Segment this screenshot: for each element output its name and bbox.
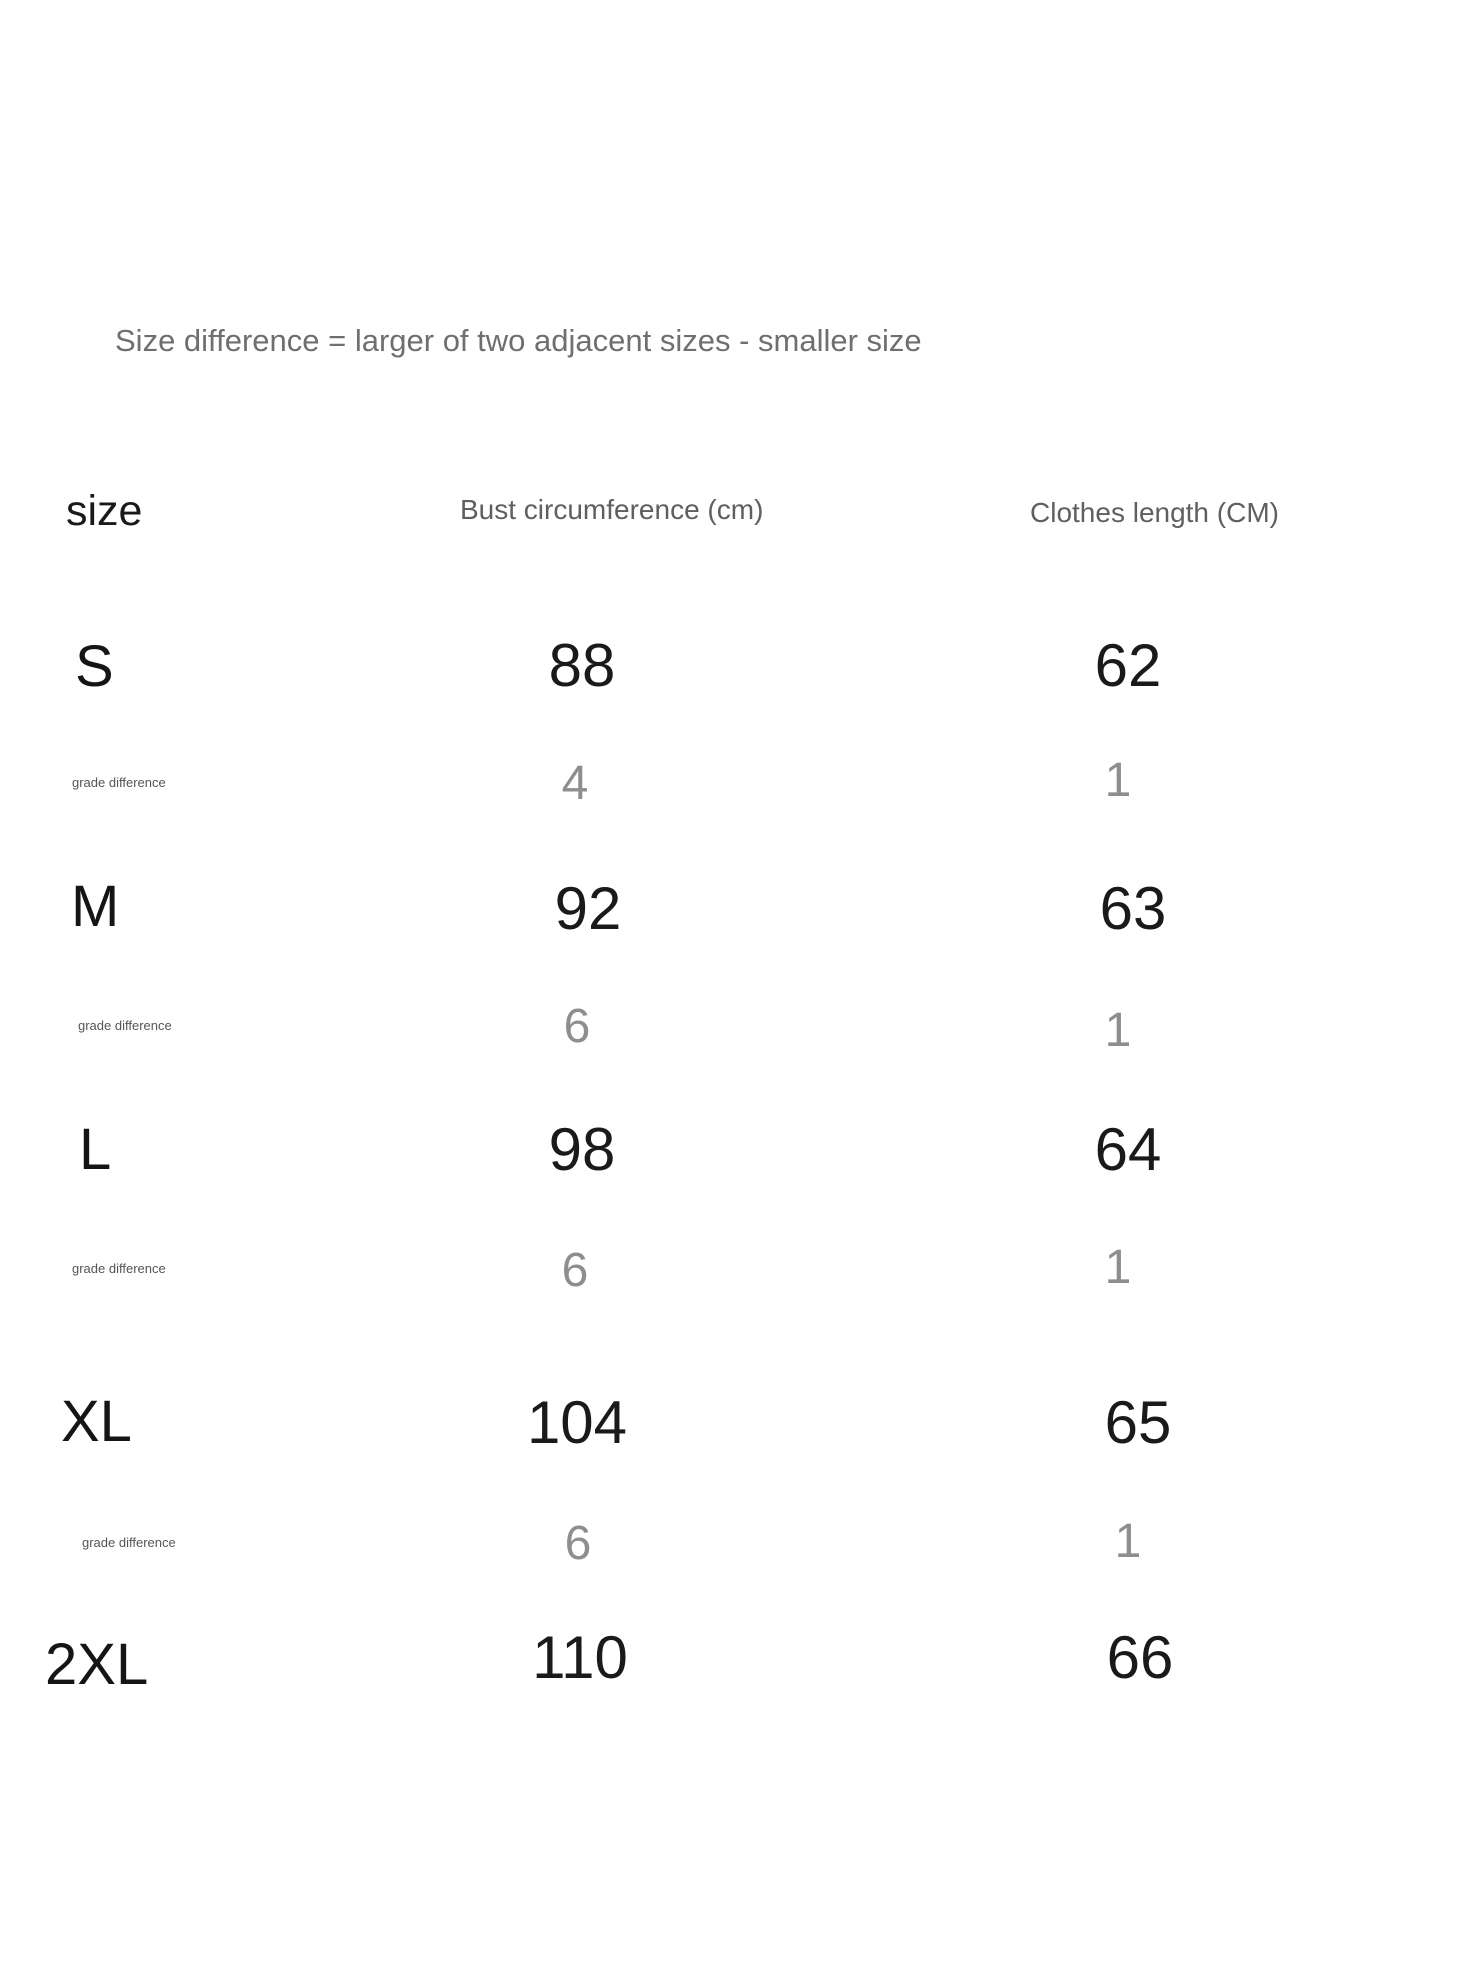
bust-value-l: 98	[548, 1116, 616, 1183]
bust-diff-value: 6	[564, 1517, 592, 1570]
size-label-xl: XL	[61, 1389, 132, 1454]
header-bust: Bust circumference (cm)	[460, 494, 764, 525]
header-length: Clothes length (CM)	[1030, 497, 1279, 528]
size-label-s: S	[75, 634, 114, 699]
grade-difference-label: grade difference	[72, 775, 166, 790]
grade-difference-label: grade difference	[82, 1535, 176, 1550]
bust-value-s: 88	[548, 632, 616, 699]
header-size: size	[66, 487, 143, 535]
grade-difference-label: grade difference	[72, 1261, 166, 1276]
size-label-l: L	[79, 1117, 112, 1182]
length-diff-value: 1	[1104, 754, 1132, 807]
length-diff-value: 1	[1114, 1515, 1142, 1568]
bust-value-xl: 104	[526, 1389, 628, 1456]
bust-value-m: 92	[554, 875, 622, 942]
grade-difference-label: grade difference	[78, 1018, 172, 1033]
length-diff-value: 1	[1104, 1004, 1132, 1057]
bust-diff-value: 4	[561, 757, 589, 810]
length-value-xl: 65	[1104, 1389, 1172, 1456]
length-value-2xl: 66	[1106, 1624, 1174, 1691]
length-diff-value: 1	[1104, 1241, 1132, 1294]
bust-diff-value: 6	[561, 1244, 589, 1297]
length-value-s: 62	[1094, 632, 1162, 699]
length-value-m: 63	[1099, 875, 1167, 942]
size-difference-note: Size difference = larger of two adjacent sizes - smaller size	[115, 323, 922, 358]
size-label-m: M	[71, 874, 120, 939]
bust-value-2xl: 110	[532, 1624, 628, 1691]
bust-diff-value: 6	[563, 1000, 591, 1053]
size-label-2xl: 2XL	[45, 1632, 149, 1697]
length-value-l: 64	[1094, 1116, 1162, 1183]
